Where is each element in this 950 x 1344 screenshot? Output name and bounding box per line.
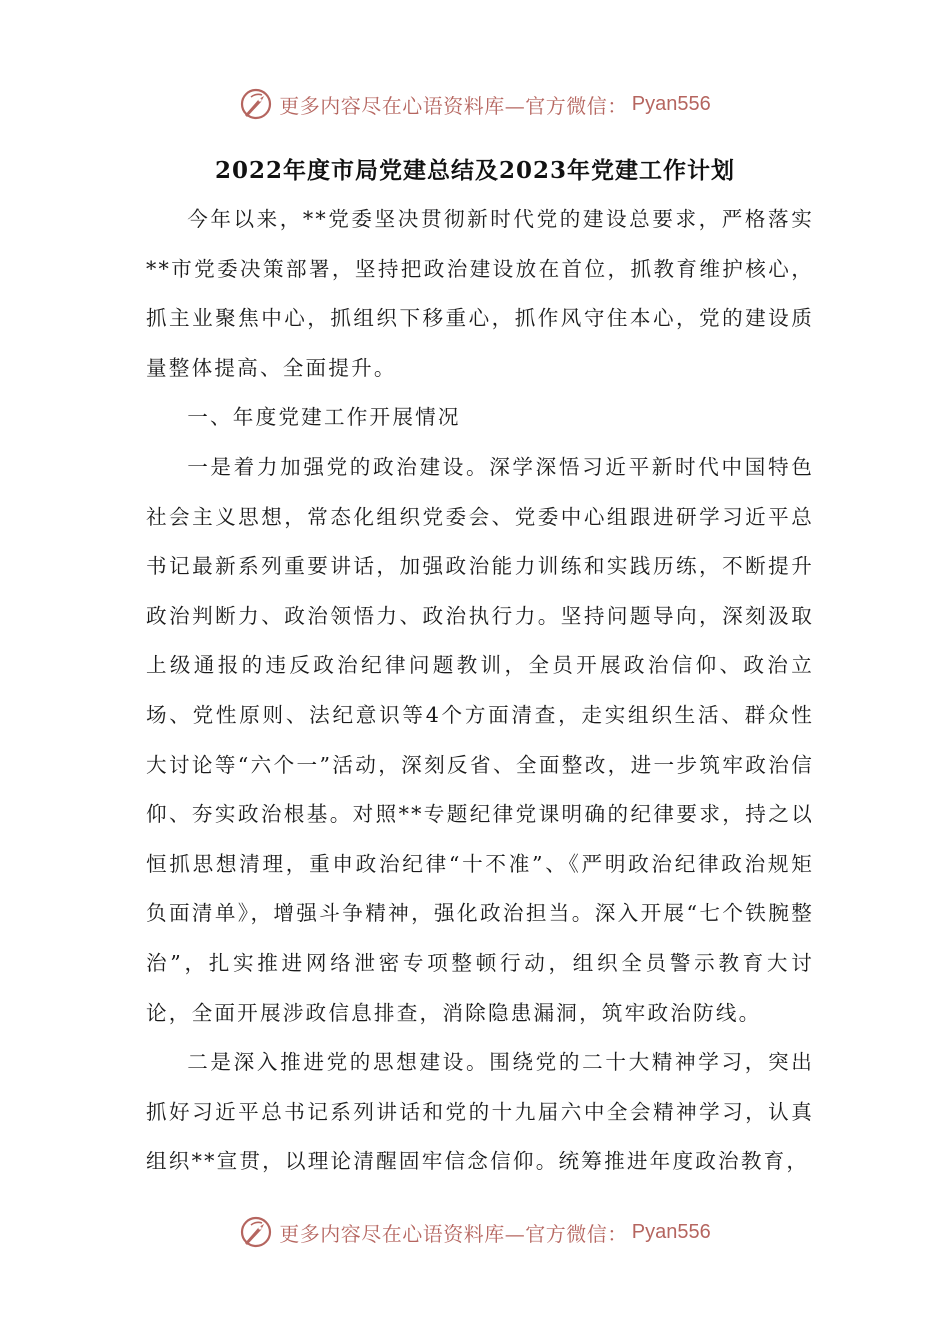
body-paragraph: 二是深入推进党的思想建设。围绕党的二十大精神学习，突出抓好习近平总书记系列讲话和党的十九届六中全会精神学习，认真组织**宣贯，以理论清醒固牢信念信仰。统筹推进年度政治教育， xyxy=(146,1050,814,1174)
watermark-wechat-id: Pyan556 xyxy=(631,1220,711,1243)
body-paragraph: 一是着力加强党的政治建设。深学深悟习近平新时代中国特色社会主义思想，常态化组织党委会、党委中心组跟进研学习近平总书记最新系列重要讲话，加强政治能力训练和实践历练，不断提升政治判断力、政治领悟力、政治执行力。坚持问题导向，深刻汲取上级通报的违反政治纪律问题教训，全员开展政治信仰、政治立场、党性原则、法纪意识等4个方面清查，走实组织生活、群众性大讨论等“六个一”活动，深刻反省、全面整改，进一步筑牢政治信仰、夯实政治根基。对照**专题纪律党课明确的纪律要求，持之以恒抓思想清理，重申政治纪律“十不准”、《严明政治纪律政治规矩负面清单》，增强斗争精神，强化政治担当。深入开展“七个铁腕整治”，扎实推进网络泄密专项整顿行动，组织全员警示教育大讨论，全面开展涉政信息排查，消除隐患漏洞，筑牢政治防线。 xyxy=(146,454,814,1025)
watermark-banner-top xyxy=(0,84,950,124)
watermark-banner-bottom xyxy=(0,1212,950,1252)
watermark-wechat-id: Pyan556 xyxy=(631,92,711,115)
pen-nib-circle-icon xyxy=(239,1215,273,1249)
pen-nib-circle-icon xyxy=(239,87,273,121)
watermark-text: 更多内容尽在心语资料库—官方微信： xyxy=(279,93,628,118)
section-heading: 一、年度党建工作开展情况 xyxy=(187,405,461,430)
intro-paragraph: 今年以来，**党委坚决贯彻新时代党的建设总要求，严格落实**市党委决策部署，坚持把政治建设放在首位，抓教育维护核心，抓主业聚焦中心，抓组织下移重心，抓作风守住本心，党的建设质量整体提高、全面提升。 xyxy=(146,207,814,380)
watermark-text: 更多内容尽在心语资料库—官方微信： xyxy=(279,1221,628,1246)
document-title: 2022年度市局党建总结及2023年党建工作计划 xyxy=(214,157,736,184)
document-body xyxy=(146,195,814,1187)
